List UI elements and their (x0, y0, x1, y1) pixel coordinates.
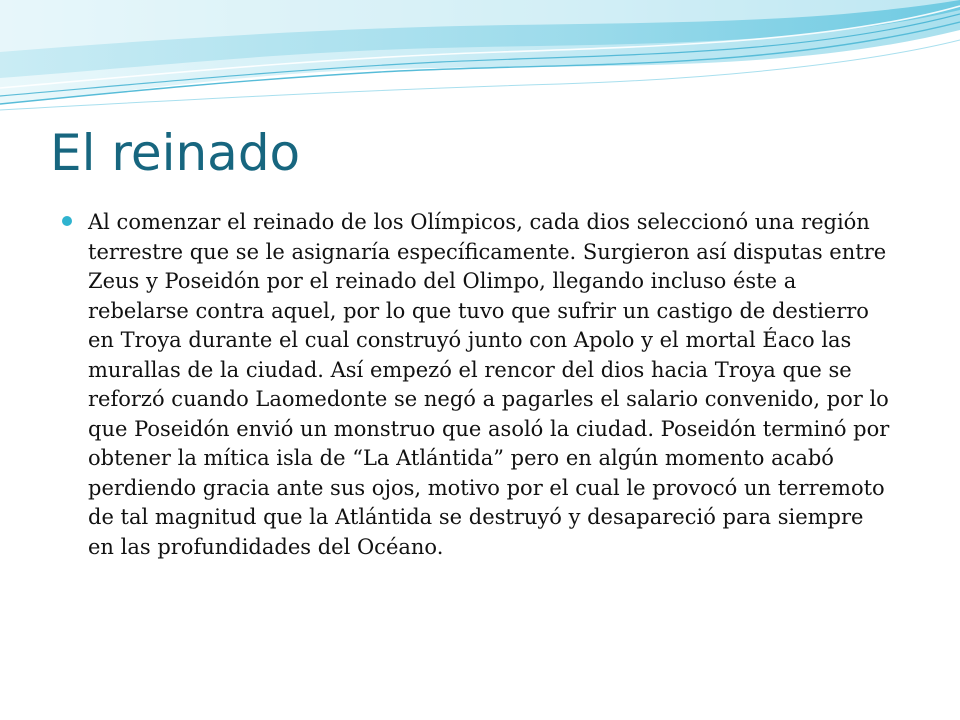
slide-title: El reinado (50, 124, 301, 182)
header-wave-decoration (0, 0, 960, 130)
bullet-item (62, 208, 892, 562)
slide-body (62, 208, 892, 562)
bullet-text: Al comenzar el reinado de los Olímpicos, cada dios seleccionó una región terrestre que se le asignaría específicamente. Surgieron así disputas entre Zeus y Poseidón por el reinado del Olimpo, llegando incluso éste a rebelarse contra aquel, por lo que tuvo que sufrir un castigo de destierro en Troya durante el cual construyó junto con Apolo y el mortal Éaco las murallas de la ciudad. Así empezó el rencor del dios hacia Troya que se reforzó cuando Laomedonte se negó a pagarles el salario convenido, por lo que Poseidón envió un monstruo que asoló la ciudad. Poseidón terminó por obtener la mítica isla de “La Atlántida” pero en algún momento acabó perdiendo gracia ante sus ojos, motivo por el cual le provocó un terremoto de tal magnitud que la Atlántida se destruyó y desapareció para siempre en las profundidades del Océano. (88, 210, 890, 559)
bullet-dot-icon (62, 216, 72, 226)
